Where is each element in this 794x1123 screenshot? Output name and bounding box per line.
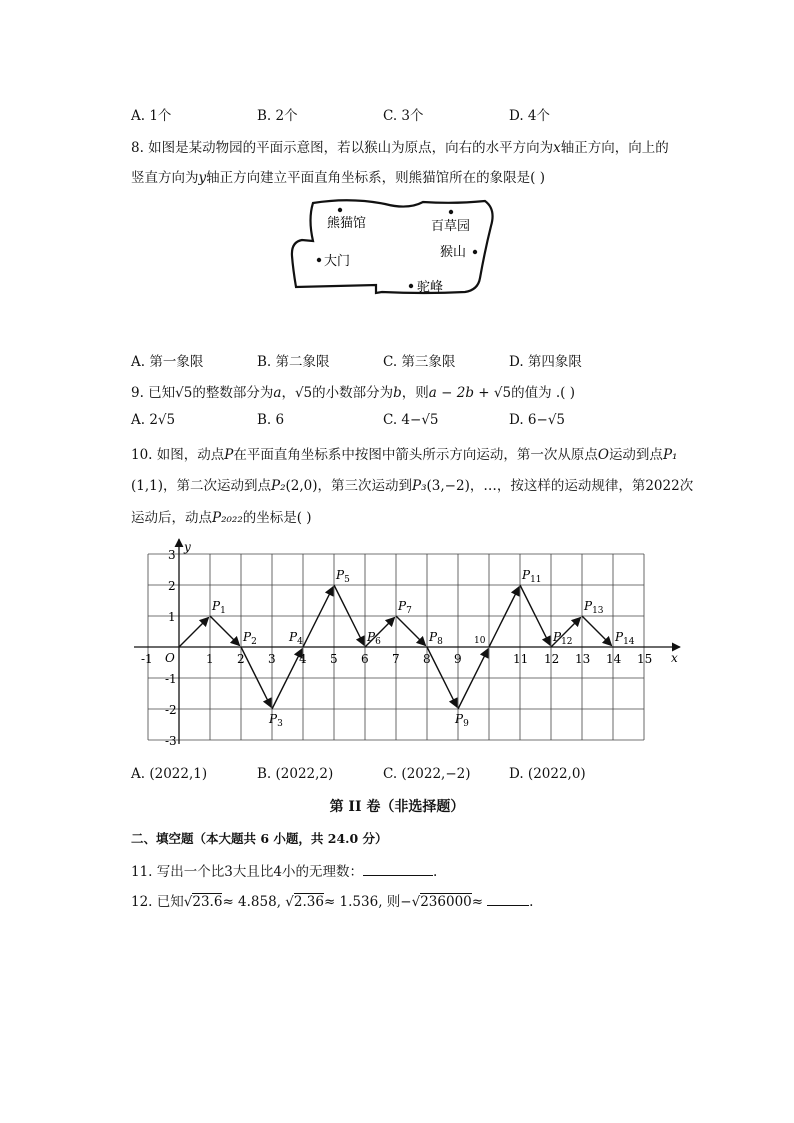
y-tick-label: -1 (165, 672, 177, 686)
q10-question-line2: (1,1)，第二次运动到点P₂(2,0)，第三次运动到P₃(3,−2)，…，按这样的运动规律，第2022次 (131, 478, 694, 494)
q9-option-a[interactable]: A. 2√5 (131, 412, 176, 428)
q10-option-c[interactable]: C. (2022,−2) (383, 766, 471, 782)
path-arrow-9 (427, 647, 457, 707)
point-label-P7: $P_7$ (398, 599, 412, 616)
point-label-P1: $P_1$ (212, 599, 226, 616)
path-arrow-10 (458, 649, 488, 709)
x-tick-label: 4 (299, 652, 307, 666)
path-arrow-5 (303, 587, 333, 647)
monkey-dot (473, 250, 477, 254)
zoo-map (290, 194, 495, 300)
point-label-P2: $P_2$ (243, 630, 257, 647)
x-tick-label: 2 (237, 652, 245, 666)
herb-dot (449, 210, 453, 214)
point-label-P12: $P_{12}$ (553, 630, 573, 647)
point-label-P11: $P_{11}$ (522, 568, 542, 585)
q9-question: 9. 已知√5的整数部分为a，√5的小数部分为b，则a − 2b + √5的值为 .( ) (131, 385, 575, 401)
q7-option-a[interactable]: A. 1个 (131, 108, 172, 124)
x-tick-label: 12 (544, 652, 560, 666)
panda-dot (338, 208, 342, 212)
q10-option-d[interactable]: D. (2022,0) (509, 766, 586, 782)
camel-dot (409, 284, 413, 288)
q8-question-line2: 竖直方向为y轴正方向建立平面直角坐标系，则熊猫馆所在的象限是( ) (131, 170, 545, 186)
x-tick-label: 15 (637, 652, 653, 666)
q11-question: 11. 写出一个比3大且比4小的无理数： . (131, 864, 438, 880)
point-label-10: 10 (474, 636, 486, 646)
monkey-label: 猴山 (440, 245, 467, 260)
y-axis-label: y (184, 540, 191, 554)
y-tick-label: 2 (168, 579, 176, 593)
q8-option-d[interactable]: D. 第四象限 (509, 354, 582, 370)
camel-label: 驼峰 (417, 280, 444, 295)
q10-question-line1: 10. 如图，动点P在平面直角坐标系中按图中箭头所示方向运动，第一次从原点O运动到点P₁ (131, 447, 678, 463)
point-label-P5: $P_5$ (336, 568, 350, 585)
q9-option-c[interactable]: C. 4−√5 (383, 412, 439, 428)
x-tick-label: 13 (575, 652, 591, 666)
path-arrow-3 (241, 647, 271, 707)
path-arrow-2 (210, 616, 240, 646)
section-part2-heading: 二、填空题（本大题共 6 小题，共 24.0 分） (131, 831, 388, 846)
x-tick-label: 5 (330, 652, 338, 666)
q12-question: 12. 已知√23.6≈ 4.858, √2.36≈ 1.536, 则−√236000≈ . (131, 894, 534, 910)
x-tick-label: 8 (423, 652, 431, 666)
path-arrow-4 (272, 649, 302, 709)
coordinate-chart (130, 535, 690, 750)
path-arrow-8 (396, 616, 426, 646)
point-label-P9: $P_9$ (455, 712, 469, 729)
x-tick-label: 1 (206, 652, 214, 666)
section-title: 第 II 卷（非选择题） (329, 799, 465, 815)
herb-label: 百草园 (431, 219, 471, 234)
q8-option-a[interactable]: A. 第一象限 (131, 354, 204, 370)
x-axis-label: x (671, 651, 678, 665)
path-arrow-14 (582, 616, 612, 646)
y-tick-label: 3 (168, 548, 176, 562)
q12-answer-blank[interactable] (487, 905, 529, 906)
q7-option-b[interactable]: B. 2个 (257, 108, 298, 124)
q8-question-line1: 8. 如图是某动物园的平面示意图，若以猴山为原点，向右的水平方向为x轴正方向，向上的 (131, 140, 669, 156)
y-tick-label: -2 (165, 703, 177, 717)
q7-option-c[interactable]: C. 3个 (383, 108, 424, 124)
x-tick-label: 11 (513, 652, 529, 666)
x-tick-label: 14 (606, 652, 622, 666)
q9-option-d[interactable]: D. 6−√5 (509, 412, 566, 428)
x-tick-label: 7 (392, 652, 400, 666)
point-label-P13: $P_{13}$ (584, 599, 604, 616)
gate-label: 大门 (324, 254, 351, 269)
point-label-P8: $P_8$ (429, 630, 443, 647)
x-tick-label: 6 (361, 652, 369, 666)
q11-answer-blank[interactable] (363, 875, 433, 876)
point-label-P4: $P_4$ (289, 630, 303, 647)
path-arrow-12 (520, 585, 550, 645)
q9-option-b[interactable]: B. 6 (257, 412, 285, 428)
path-arrow-6 (334, 585, 364, 645)
path-arrow-11 (489, 587, 519, 647)
panda-label: 熊猫馆 (327, 216, 367, 231)
x-tick-label: 3 (268, 652, 276, 666)
y-tick-label: 1 (168, 610, 176, 624)
point-label-P14: $P_{14}$ (615, 630, 635, 647)
q7-option-d[interactable]: D. 4个 (509, 108, 551, 124)
path-arrow-1 (179, 617, 209, 647)
point-label-P3: $P_3$ (269, 712, 283, 729)
q10-option-b[interactable]: B. (2022,2) (257, 766, 334, 782)
y-tick-label: -3 (165, 734, 177, 748)
q8-option-c[interactable]: C. 第三象限 (383, 354, 456, 370)
x-tick-label: -1 (141, 652, 153, 666)
q10-option-a[interactable]: A. (2022,1) (131, 766, 208, 782)
gate-dot (317, 258, 321, 262)
q8-option-b[interactable]: B. 第二象限 (257, 354, 330, 370)
x-tick-label: 9 (454, 652, 462, 666)
q10-question-line3: 运动后，动点P₂₀₂₂的坐标是( ) (131, 510, 312, 526)
origin-label: O (165, 651, 175, 665)
point-label-P6: $P_6$ (367, 630, 381, 647)
